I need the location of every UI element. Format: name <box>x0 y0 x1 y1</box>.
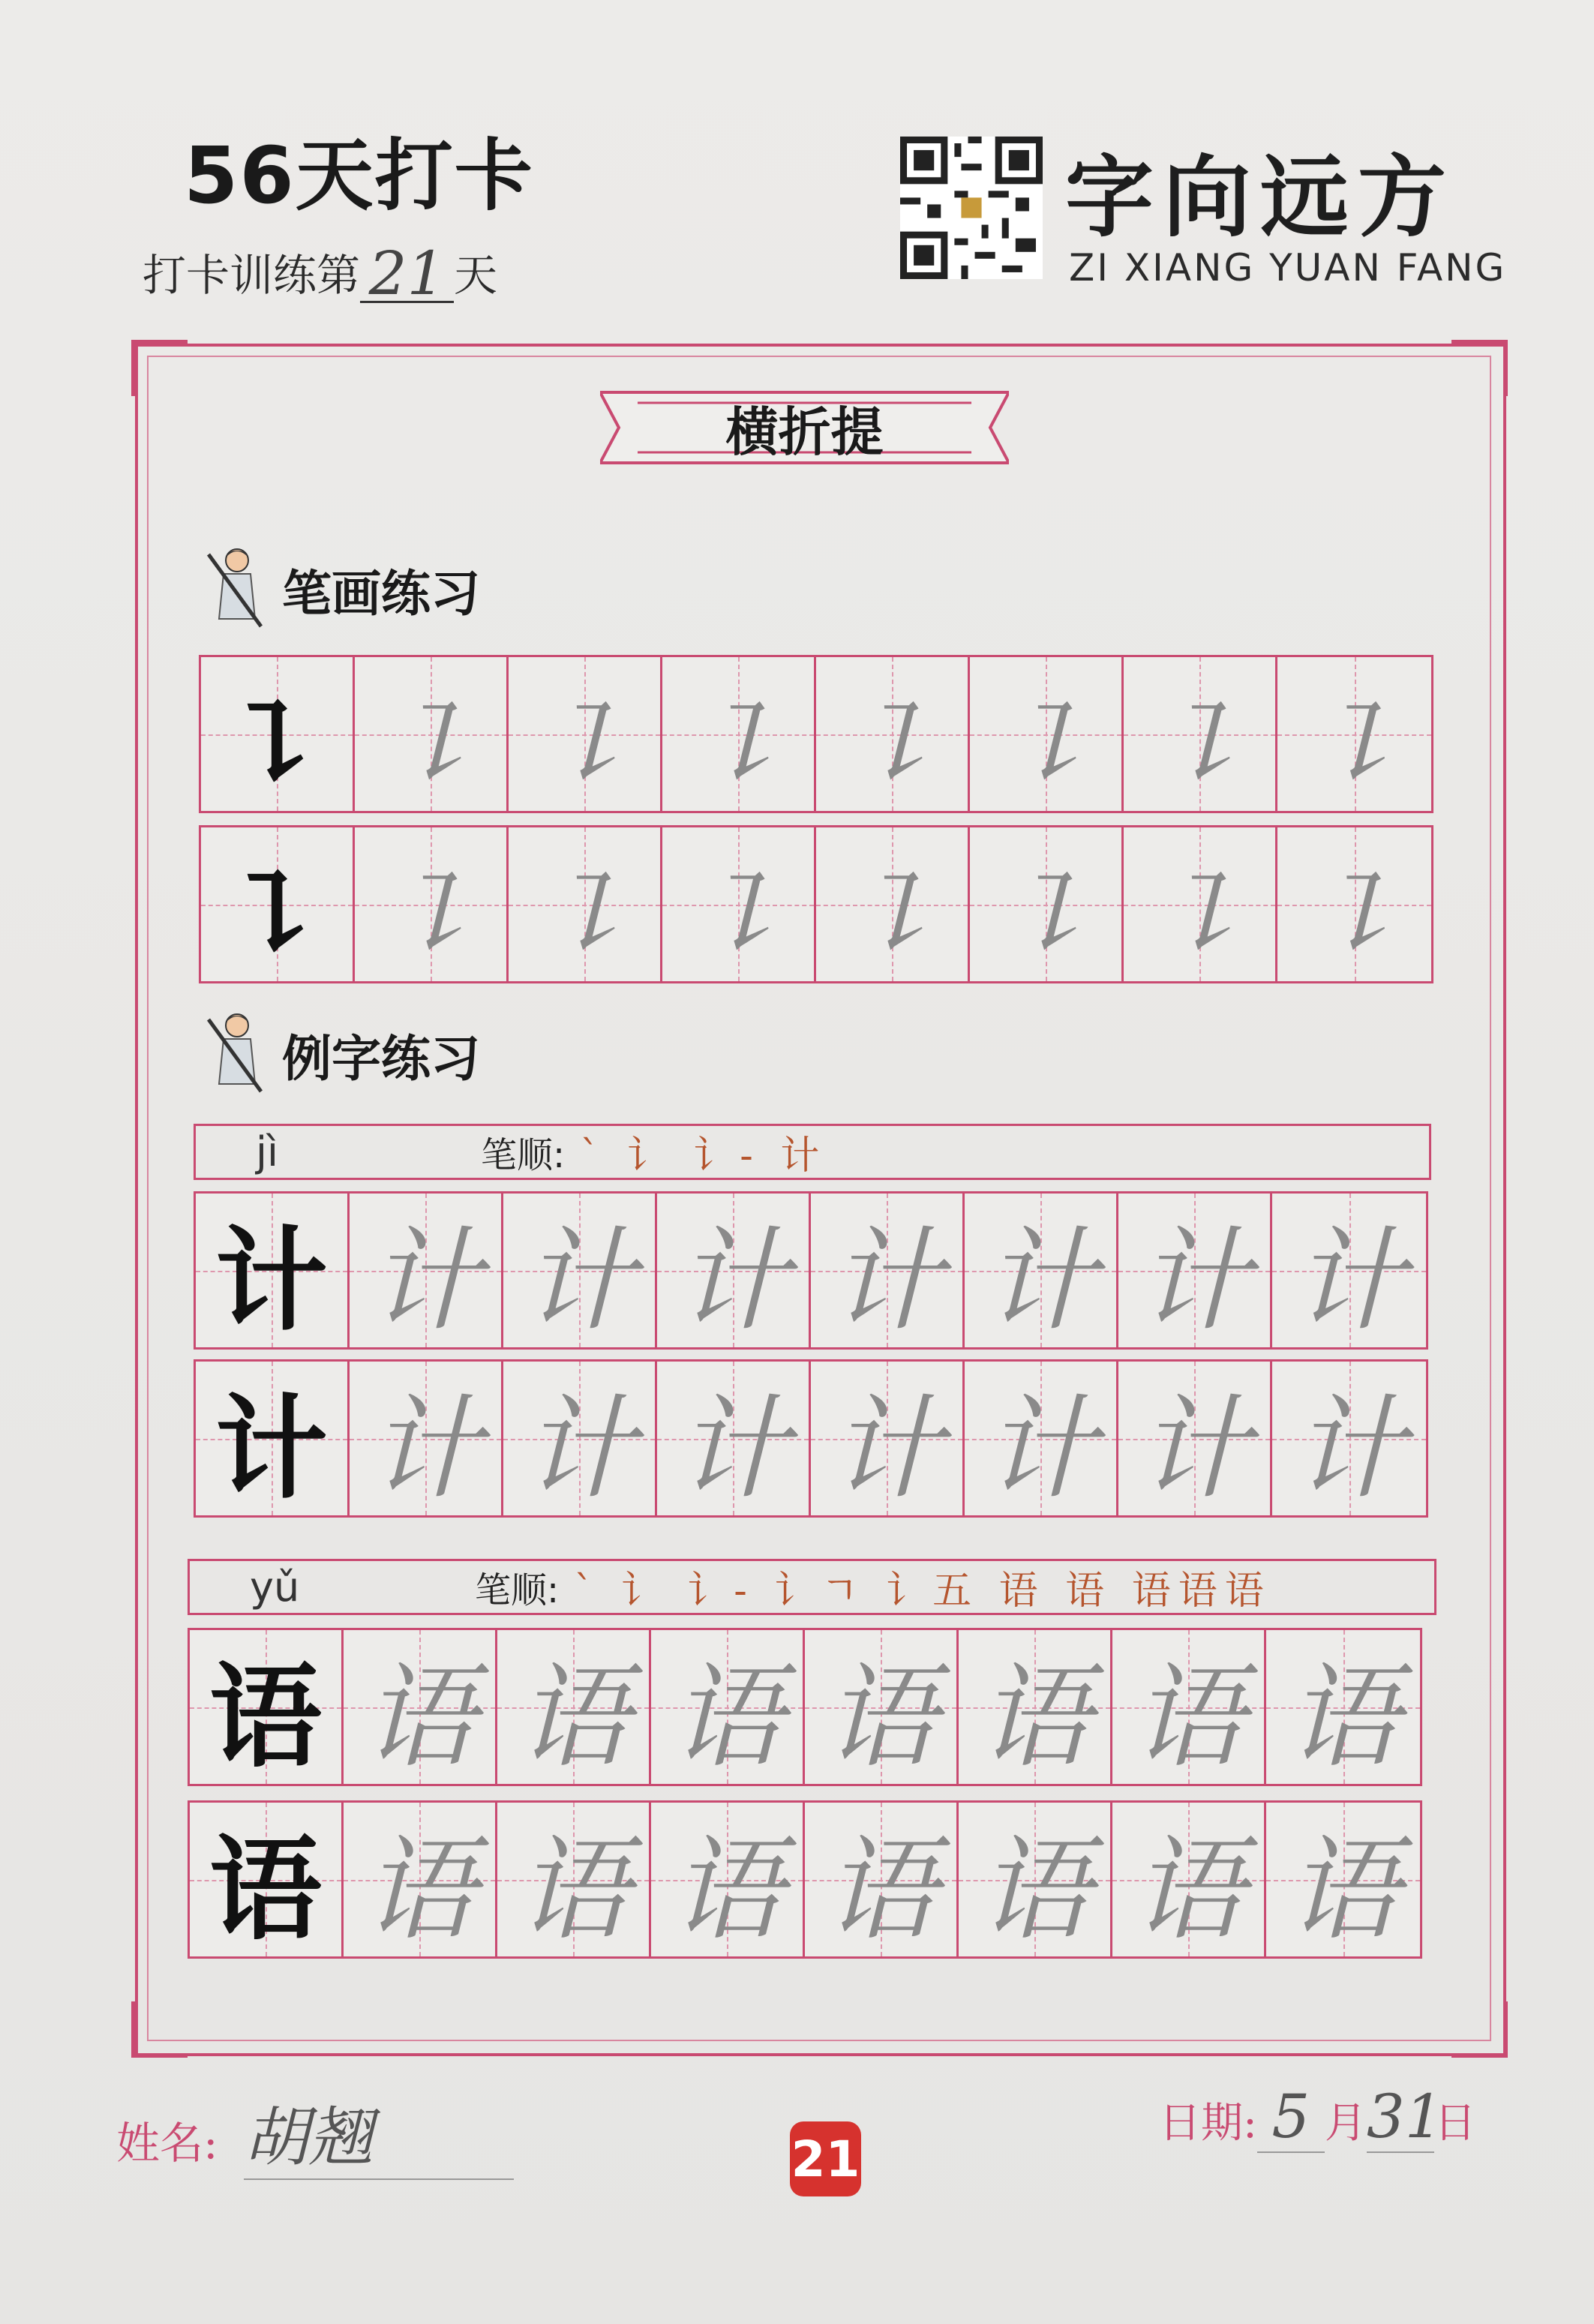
char-grid-ji-row-2 <box>194 1359 1428 1518</box>
trace-character: 计 <box>1292 1383 1406 1515</box>
trace-character: 计 <box>1292 1215 1406 1347</box>
pinyin-bar-yu <box>188 1559 1436 1615</box>
grid-cell[interactable] <box>651 1803 805 1956</box>
char-grid-yu-row-2 <box>188 1800 1422 1959</box>
section-example-practice <box>201 1009 480 1099</box>
grid-cell <box>201 657 355 811</box>
trace-character: 计 <box>1137 1215 1250 1347</box>
trace-character: 计 <box>983 1215 1097 1347</box>
stroke-grid-row-2 <box>199 825 1433 983</box>
grid-cell[interactable] <box>662 657 816 811</box>
trace-stroke: ㇊ <box>989 849 1102 980</box>
day-field[interactable]: 31 <box>1366 2082 1443 2151</box>
grid-cell[interactable] <box>959 1803 1112 1956</box>
grid-cell[interactable] <box>1118 1362 1272 1515</box>
grid-cell[interactable] <box>1272 1194 1426 1347</box>
date-row <box>1159 2082 1476 2153</box>
trace-stroke: ㇊ <box>527 679 641 810</box>
date-label: 日期: <box>1159 2099 1257 2148</box>
grid-cell[interactable] <box>651 1630 805 1784</box>
month-unit: 月 <box>1324 2099 1367 2148</box>
model-stroke: ㇊ <box>220 848 333 980</box>
grid-cell <box>190 1803 344 1956</box>
grid-cell[interactable] <box>503 1362 657 1515</box>
name-field[interactable]: 胡翘 <box>244 2085 514 2180</box>
page-title: 56天打卡 <box>184 130 534 221</box>
section-title: 笔画练习 <box>282 564 480 623</box>
grid-cell[interactable] <box>1266 1803 1420 1956</box>
trace-character: 语 <box>362 1824 476 1956</box>
grid-cell[interactable] <box>509 827 662 981</box>
grid-cell[interactable] <box>970 657 1124 811</box>
grid-cell <box>196 1362 350 1515</box>
trace-character: 计 <box>676 1383 789 1515</box>
grid-cell[interactable] <box>509 657 662 811</box>
stroke-order: ` 讠 讠- 计 <box>580 1133 827 1179</box>
grid-cell[interactable] <box>1124 657 1277 811</box>
corner-ornament <box>131 340 188 396</box>
qr-code-icon <box>900 137 1043 279</box>
grid-cell[interactable] <box>805 1630 959 1784</box>
page-number-badge: 21 <box>790 2121 861 2196</box>
scholar-icon <box>201 544 276 634</box>
trace-character: 语 <box>977 1652 1091 1783</box>
trace-character: 计 <box>983 1383 1097 1515</box>
stroke-order: ` 讠 讠- 讠ㄱ 讠五 语 语 语语语 <box>574 1569 1271 1614</box>
trace-stroke: ㇊ <box>374 679 487 810</box>
banner-title: 横折提 <box>725 401 884 463</box>
trace-stroke: ㇊ <box>527 849 641 980</box>
grid-cell[interactable] <box>350 1362 503 1515</box>
day-unit: 日 <box>1433 2099 1476 2148</box>
trace-stroke: ㇊ <box>374 849 487 980</box>
grid-cell[interactable] <box>503 1194 657 1347</box>
trace-character: 计 <box>676 1215 789 1347</box>
trace-character: 语 <box>977 1824 1091 1956</box>
trace-character: 语 <box>824 1652 937 1783</box>
trace-character: 计 <box>830 1215 943 1347</box>
trace-stroke: ㇊ <box>681 849 794 980</box>
month-field[interactable]: 5 <box>1257 2082 1325 2153</box>
corner-ornament <box>131 2001 188 2058</box>
grid-cell[interactable] <box>1272 1362 1426 1515</box>
trace-character: 语 <box>1131 1652 1244 1783</box>
brand-logo: 字向远方 <box>1065 145 1456 249</box>
trace-character: 计 <box>368 1215 482 1347</box>
corner-ornament <box>1451 340 1508 396</box>
trace-stroke: ㇊ <box>1142 849 1256 980</box>
trace-character: 语 <box>670 1652 783 1783</box>
grid-cell[interactable] <box>816 657 970 811</box>
stroke-order-label: 笔顺: <box>475 1569 560 1611</box>
section-stroke-practice <box>201 544 480 634</box>
grid-cell[interactable] <box>497 1803 651 1956</box>
day-counter-prefix: 打卡训练第 <box>143 250 361 301</box>
trace-stroke: ㇊ <box>835 679 948 810</box>
char-grid-yu-row-1 <box>188 1628 1422 1786</box>
trace-character: 语 <box>1286 1824 1400 1956</box>
model-character: 语 <box>209 1823 322 1956</box>
name-label: 姓名: <box>116 2118 218 2169</box>
grid-cell[interactable] <box>1266 1630 1420 1784</box>
model-stroke: ㇊ <box>220 677 333 810</box>
brand-logo-latin: ZI XIANG YUAN FANG <box>1069 246 1507 290</box>
model-character: 语 <box>209 1650 322 1783</box>
trace-character: 语 <box>1286 1652 1400 1783</box>
stroke-grid-row-1 <box>199 655 1433 813</box>
day-counter <box>143 239 498 308</box>
grid-cell[interactable] <box>1277 827 1431 981</box>
grid-cell[interactable] <box>965 1362 1118 1515</box>
pinyin-bar-ji <box>194 1124 1431 1180</box>
trace-character: 语 <box>362 1652 476 1783</box>
grid-cell[interactable] <box>965 1194 1118 1347</box>
grid-cell <box>190 1630 344 1784</box>
grid-cell[interactable] <box>1112 1803 1266 1956</box>
section-title: 例字练习 <box>282 1029 480 1088</box>
model-character: 计 <box>215 1214 328 1347</box>
trace-stroke: ㇊ <box>1142 679 1256 810</box>
trace-character: 语 <box>516 1652 629 1783</box>
grid-cell[interactable] <box>344 1803 497 1956</box>
grid-cell[interactable] <box>662 827 816 981</box>
grid-cell[interactable] <box>657 1362 811 1515</box>
trace-stroke: ㇊ <box>1298 849 1411 980</box>
grid-cell[interactable] <box>1277 657 1431 811</box>
trace-stroke: ㇊ <box>835 849 948 980</box>
trace-stroke: ㇊ <box>1298 679 1411 810</box>
grid-cell[interactable] <box>1112 1630 1266 1784</box>
char-grid-ji-row-1 <box>194 1191 1428 1350</box>
grid-cell[interactable] <box>350 1194 503 1347</box>
grid-cell[interactable] <box>959 1630 1112 1784</box>
grid-cell[interactable] <box>816 827 970 981</box>
trace-character: 计 <box>522 1215 635 1347</box>
trace-character: 计 <box>1137 1383 1250 1515</box>
stroke-banner <box>600 379 1009 476</box>
trace-character: 计 <box>830 1383 943 1515</box>
grid-cell[interactable] <box>1118 1194 1272 1347</box>
stroke-order-label: 笔顺: <box>481 1134 566 1176</box>
grid-cell[interactable] <box>970 827 1124 981</box>
model-character: 计 <box>215 1382 328 1515</box>
trace-character: 计 <box>368 1383 482 1515</box>
trace-character: 语 <box>1131 1824 1244 1956</box>
trace-character: 语 <box>516 1824 629 1956</box>
day-counter-suffix: 天 <box>454 250 498 301</box>
trace-character: 语 <box>824 1824 937 1956</box>
grid-cell[interactable] <box>657 1194 811 1347</box>
trace-character: 语 <box>670 1824 783 1956</box>
corner-ornament <box>1451 2001 1508 2058</box>
grid-cell[interactable] <box>811 1194 965 1347</box>
trace-stroke: ㇊ <box>681 679 794 810</box>
grid-cell <box>201 827 355 981</box>
scholar-icon <box>201 1009 276 1099</box>
grid-cell[interactable] <box>1124 827 1277 981</box>
grid-cell[interactable] <box>355 657 509 811</box>
grid-cell[interactable] <box>497 1630 651 1784</box>
grid-cell[interactable] <box>805 1803 959 1956</box>
grid-cell[interactable] <box>344 1630 497 1784</box>
grid-cell[interactable] <box>355 827 509 981</box>
grid-cell <box>196 1194 350 1347</box>
pinyin-text: jì <box>256 1128 279 1176</box>
trace-stroke: ㇊ <box>989 679 1102 810</box>
pinyin-text: yǔ <box>250 1563 300 1611</box>
day-number-field[interactable]: 21 <box>360 247 454 303</box>
trace-character: 计 <box>522 1383 635 1515</box>
grid-cell[interactable] <box>811 1362 965 1515</box>
